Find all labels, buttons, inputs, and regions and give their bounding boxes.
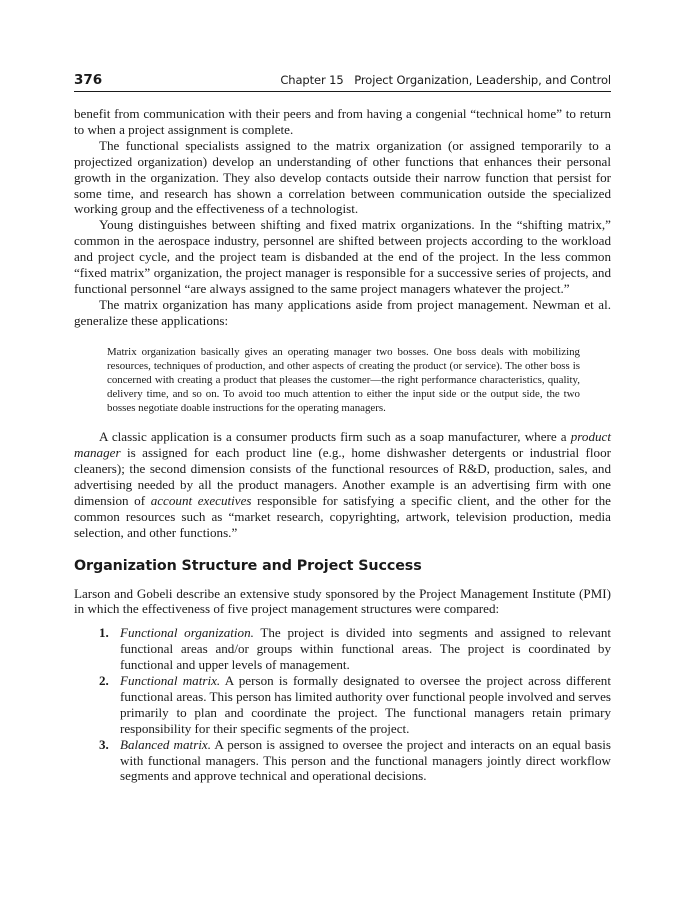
paragraph-text: A classic application is a consumer products firm such as a soap manufacturer, where a <box>99 429 571 445</box>
paragraph: The matrix organization has many applications aside from project management. Newman et al. generalize these applications: <box>74 296 611 328</box>
emphasis: product manager <box>74 429 611 461</box>
list-item-body: A person is assigned to oversee the project and interacts on an equal basis with functional managers. This person and the functional managers jointly direct workflow segments and approve technical and operational decisions. <box>120 736 611 784</box>
list-number: 1. <box>99 625 109 641</box>
numbered-list <box>74 625 611 784</box>
list-number: 3. <box>99 736 109 752</box>
emphasis: Balanced matrix. <box>120 736 212 752</box>
list-item <box>74 673 611 737</box>
list-item-body: The project is divided into segments and assigned to relevant functional areas and/or groups within functional areas. The project is coordinated by functional and upper levels of management. <box>120 625 612 673</box>
paragraph: Larson and Gobeli describe an extensive study sponsored by the Project Management Institute (PMI) in which the effectiveness of five project management structures were compared: <box>74 585 611 617</box>
paragraph-text: responsible for satisfying a specific client, and the other for the common resources such as “market research, copyrighting, artwork, television production, media selection, and other functions.” <box>74 492 611 540</box>
page-number: 376 <box>74 72 103 88</box>
paragraph: Young distinguishes between shifting and fixed matrix organizations. In the “shifting matrix,” common in the aerospace industry, personnel are shifted between projects according to the workload and project cycle, and the project team is disbanded at the end of the project. In the less common “fixed matrix” organization, the project manager is responsible for a successive series of projects, and functional personnel “are always assigned to the same project managers whatever the project.” <box>74 217 611 296</box>
body-text <box>74 586 611 785</box>
paragraph-text: is assigned for each product line (e.g., home dishwasher detergents or industrial floor cleaners); the second dimension consists of the functional resources of R&D, production, sales, and advertising needed by all the product managers. Another example is an advertising firm with one dimension of <box>74 445 611 508</box>
paragraph: benefit from communication with their peers and from having a congenial “technical home” to return to when a project assignment is complete. <box>74 106 611 137</box>
block-quote: Matrix organization basically gives an operating manager two bosses. One boss deals with mobilizing resources, techniques of production, and other aspects of creating the product (or service). The other boss is concerned with creating a product that pleases the customer—the right performance characteristics, quality, delivery time, and so on. To avoid too much attention to either the input side or the output side, the two bosses negotiate doable instructions for the operating managers. <box>107 345 580 415</box>
emphasis: account executives <box>150 492 252 508</box>
list-item <box>74 625 611 673</box>
running-head: Chapter 15 Project Organization, Leadership, and Control <box>280 73 611 87</box>
header-rule <box>74 91 611 92</box>
paragraph <box>74 429 611 540</box>
emphasis: Functional organization. <box>120 625 254 641</box>
list-item <box>74 737 611 785</box>
page-header <box>74 72 611 88</box>
section-heading: Organization Structure and Project Success <box>74 557 422 574</box>
body-text <box>74 106 611 329</box>
list-item-text <box>120 625 611 673</box>
list-item-text <box>120 737 611 785</box>
body-text <box>74 429 611 540</box>
emphasis: Functional matrix. <box>120 673 221 689</box>
list-number: 2. <box>99 673 109 689</box>
list-item-body: A person is formally designated to oversee the project across different functional areas. This person has limited authority over functional people involved and serves primarily to plan and coordinate the project. The functional managers retain primary responsibility for their specific segments of the project. <box>120 673 612 736</box>
page <box>74 72 611 784</box>
paragraph: The functional specialists assigned to the matrix organization (or assigned temporarily to a projectized organization) develop an understanding of other functions that enhances their personal growth in the organization. They also develop contacts outside their narrow function that persist for some time, and research has shown a correlation between communication outside the specialized working group and the effectiveness of a technologist. <box>74 137 611 217</box>
list-item-text <box>120 673 611 737</box>
